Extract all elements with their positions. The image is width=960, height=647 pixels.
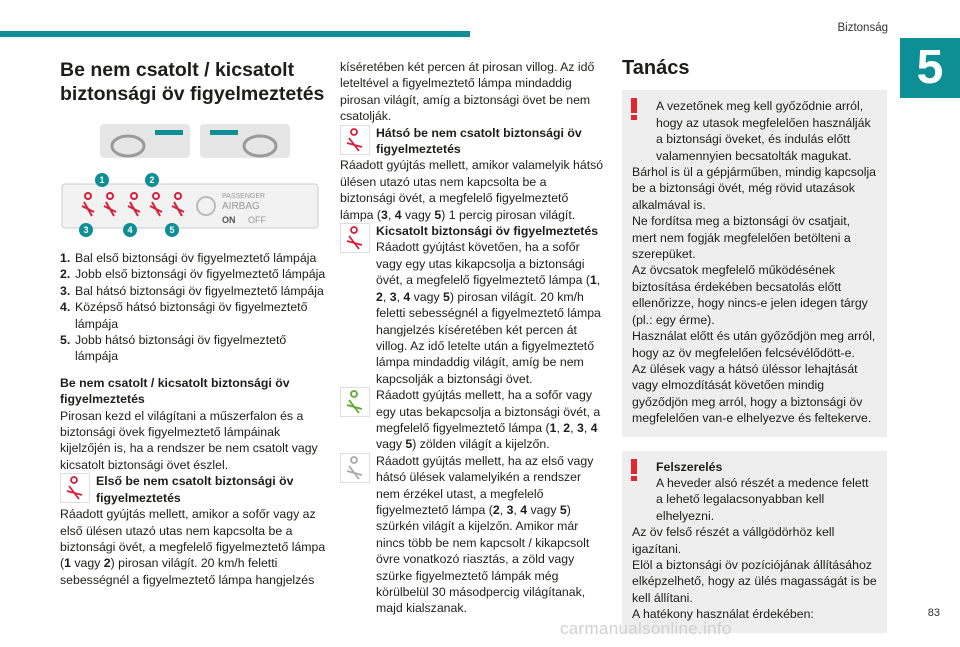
advice-first-paragraph: A vezetőnek meg kell győződnie arról, hogy az utasok megfelelően használják a biztonsági öveket, és indulás előtt valamennyien becsatolták magukat. — [656, 99, 871, 163]
list-item: 3. Bal hátsó biztonsági öv figyelmeztető lámpája — [60, 283, 324, 298]
unbuckled-heading-row: Kicsatolt biztonsági öv figyelmeztetés Ráadott gyújtást követően, ha a sofőr vagy egy utas kikapcsolja a biztonsági övét, a megfelelő figyelmeztető lámpa (1, 2, 3, 4 vagy 5) pirosan világít. 20 km/h feletti sebességnél a figyelmeztető lámpa hangjelzés kíséretében két percen át villog. Az idő letelte után a figyelmeztető lámpa mindaddig világít, amíg be nem kapcsolják a biztonsági övet. — [340, 223, 605, 387]
seatbelt-warning-display — [60, 172, 322, 238]
list-item: 4. Középső hátsó biztonsági öv figyelmeztető lámpája — [60, 300, 308, 331]
advice-paragraph: Bárhol is ül a gépjárműben, mindig kapcsolja be a biztonsági övét, még rövid utazások alkalmával is. — [632, 165, 877, 212]
subsection-heading: Be nem csatolt / kicsatolt biztonsági öv figyelmeztetés — [60, 375, 290, 407]
advice-paragraph: Az ülések vagy a hátsó üléssor lehajtását vagy elmozdítását követően mindig győződjön meg arról, hogy a biztonsági öv megfelelően van-e elhelyezve és feltekerve. — [632, 361, 872, 426]
unbuckled-text-start: Ráadott gyújtást követően, ha a sofőr vagy egy utas kikapcsolja a biztonsági övét, a megfelelő figyelmeztető lámpa ( — [376, 240, 590, 288]
front-warning-heading: Első be nem csatolt biztonsági öv figyelmeztetés — [96, 474, 294, 505]
badge-5: 5 — [169, 225, 175, 235]
red-seatbelt-icon — [340, 223, 370, 253]
advice-paragraph: Használat előtt és után győződjön meg arról, hogy az öv megfelelően felcsévélődött-e. — [632, 329, 876, 360]
installation-first-paragraph: A heveder alsó részét a medence felett a lehető legalacsonyabban kell elhelyezni. — [656, 475, 869, 523]
badge-3: 3 — [83, 225, 89, 235]
installation-paragraph: A hatékony használat érdekében: — [632, 607, 814, 622]
advice-box — [622, 90, 887, 436]
airbag-label-2: AIRBAG — [222, 201, 260, 212]
unbuckled-heading: Kicsatolt biztonsági öv figyelmeztetés — [376, 224, 599, 239]
green-text-start: Ráadott gyújtás mellett, ha a sofőr vagy egy utas bekapcsolja a biztonsági övét, a megfelelő figyelmeztető lámpa ( — [376, 388, 601, 435]
badge-1: 1 — [99, 175, 105, 185]
warning-exclamation-icon — [631, 98, 637, 120]
rear-warning-heading: Hátsó be nem csatolt biztonsági öv figyelmeztetés — [376, 125, 582, 157]
installation-paragraph: Az öv felső részét a vállgödörhöz kell igazítani. — [632, 525, 835, 556]
list-item: 5. Jobb hátsó biztonsági öv figyelmeztető lámpája — [60, 333, 287, 364]
installation-box — [622, 451, 887, 633]
advice-paragraph: Ne fordítsa meg a biztonsági öv csatjait, mert nem fogják megfelelően betölteni a szerepüket. — [632, 214, 851, 262]
advice-title: Tanács — [622, 57, 690, 79]
grey-text-start: Ráadott gyújtás mellett, ha az első vagy hátsó ülések valamelyikén a rendszer nem érzékel utast, a megfelelő figyelmeztető lámpa ( — [376, 453, 594, 517]
front-warning-text: Ráadott gyújtás mellett, amikor a sofőr vagy az első ülésen utazó utas nem kapcsolta be a biztonsági övét, a megfelelő figyelmeztető lámpa (1 vagy 2) pirosan világít. 20 km/h feletti sebességnél a figyelmeztető lámpa hangjelzés — [60, 507, 326, 587]
section-title: Biztonság — [837, 22, 888, 34]
airbag-on-label: ON — [222, 215, 236, 225]
front-warning-continuation: kíséretében két percen át pirosan villog. Az idő leteltével a figyelmeztető lámpa mindaddig pirosan világít, amíg a biztonsági övet be nem csatolják. — [340, 60, 595, 124]
badge-4: 4 — [127, 225, 133, 235]
page-title: Be nem csatolt / kicsatolt biztonsági öv figyelmeztetés — [60, 59, 325, 105]
chapter-number: 5 — [900, 38, 960, 98]
front-warning-heading-row — [60, 473, 328, 506]
list-item: 2. Jobb első biztonsági öv figyelmeztető lámpája — [60, 267, 326, 282]
header-bar — [0, 31, 470, 37]
airbag-off-label: OFF — [248, 215, 266, 225]
grey-indicator-row: Ráadott gyújtás mellett, ha az első vagy hátsó ülések valamelyikén a rendszer nem érzékel utast, a megfelelő figyelmeztető lámpa (2, 3, 4 vagy 5) szürkén világít a kijelzőn. Amikor már nincs több be nem kapcsolt / kikapcsolt övre vonatkozó riasztás, a zöld vagy szürke figyelmeztető lámpák még körülbelül 30 másodpercig világítanak, majd kialszanak. — [340, 453, 605, 617]
grey-seatbelt-icon — [340, 453, 370, 483]
lamp-list — [60, 250, 328, 365]
warning-exclamation-icon — [631, 459, 637, 481]
list-item: 1. Bal első biztonsági öv figyelmeztető lámpája — [60, 251, 317, 265]
dashboard-illustration — [60, 116, 322, 164]
airbag-label-1: PASSENGER — [222, 193, 266, 200]
rear-warning-heading-row — [340, 125, 605, 158]
red-seatbelt-icon — [340, 125, 370, 155]
advice-paragraph: Az övcsatok megfelelő működésének biztosítása érdekében becsatolás előtt ellenőrizze, hogy nincs-e jelen idegen tárgy (pl.: egy érme). — [632, 263, 868, 327]
column-left — [60, 58, 328, 588]
rear-warning-text: Ráadott gyújtás mellett, amikor valamelyik hátsó ülésen utazó utas nem kapcsolta be a biztonsági övét, a megfelelő figyelmeztető lámpa (3, 4 vagy 5) 1 percig pirosan világít. — [340, 158, 604, 222]
watermark: carmanualsonline.info — [560, 619, 732, 638]
red-seatbelt-icon — [60, 473, 90, 503]
subsection-text: Pirosan kezd el világítani a műszerfalon és a biztonsági övek figyelmeztető lámpáinak kijelzőjén is, ha a rendszer be nem csatolt vagy kicsatolt biztonsági övet észlel. — [60, 408, 318, 472]
page-number: 83 — [927, 607, 940, 619]
green-indicator-row: Ráadott gyújtás mellett, ha a sofőr vagy egy utas bekapcsolja a biztonsági övét, a megfelelő figyelmeztető lámpa (1, 2, 3, 4 vagy 5) zölden világít a kijelzőn. — [340, 387, 605, 453]
column-middle — [340, 59, 605, 617]
badge-2: 2 — [149, 175, 155, 185]
column-right — [622, 58, 887, 647]
installation-heading: Felszerelés — [656, 459, 723, 474]
installation-paragraph: Elöl a biztonsági öv pozíciójának állításához elképzelhető, hogy az ülés magasságát is be kell állítani. — [632, 557, 877, 605]
green-seatbelt-icon — [340, 387, 370, 417]
